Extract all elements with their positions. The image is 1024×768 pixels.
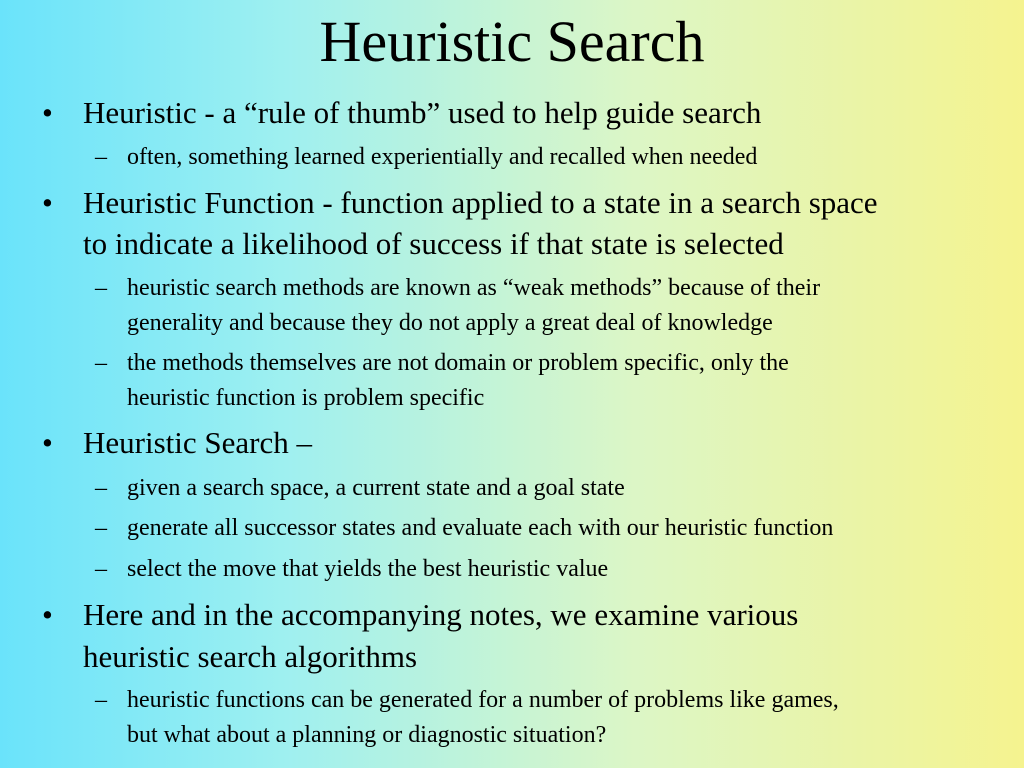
bullet-3-sub-2-line-1: generate all successor states and evaluate each with our heuristic function	[127, 515, 834, 541]
bullet-4-sub-1-line-1: heuristic functions can be generated for a number of problems like games,	[127, 687, 839, 713]
bullet-2-sub-1-line-2: generality and because they do not apply a great deal of knowledge	[127, 310, 773, 336]
bullet-4-line-1: Here and in the accompanying notes, we examine various	[83, 597, 799, 632]
bullet-2-sub-1-line-1: heuristic search methods are known as “weak methods” because of their	[127, 275, 821, 301]
bullet-4-line-2: heuristic search algorithms	[83, 639, 418, 674]
sub-marker: –	[95, 275, 107, 301]
sub-marker: –	[95, 350, 107, 376]
bullet-3-sub-1-line-1: given a search space, a current state and a goal state	[127, 475, 625, 501]
sub-marker: –	[95, 515, 107, 541]
bullet-1-sub-1-line-1: often, something learned experientially and recalled when needed	[127, 144, 758, 170]
bullet-1-line-1: Heuristic - a “rule of thumb” used to help guide search	[83, 95, 762, 130]
bullet-2-sub-2-line-1: the methods themselves are not domain or problem specific, only the	[127, 350, 789, 376]
bullet-marker: •	[42, 185, 53, 220]
bullet-2-line-1: Heuristic Function - function applied to a state in a search space	[83, 185, 878, 220]
bullet-marker: •	[42, 95, 53, 130]
slide-title: Heuristic Search	[319, 9, 705, 74]
bullet-4-sub-1-line-2: but what about a planning or diagnostic situation?	[127, 722, 607, 748]
sub-marker: –	[95, 687, 107, 713]
bullet-2-line-2: to indicate a likelihood of success if that state is selected	[83, 226, 784, 261]
sub-marker: –	[95, 556, 107, 582]
bullet-marker: •	[42, 597, 53, 632]
bullet-2-sub-2-line-2: heuristic function is problem specific	[127, 385, 485, 411]
bullet-3-line-1: Heuristic Search –	[83, 425, 312, 460]
bullet-marker: •	[42, 425, 53, 460]
sub-marker: –	[95, 475, 107, 501]
sub-marker: –	[95, 144, 107, 170]
bullet-3-sub-3-line-1: select the move that yields the best heuristic value	[127, 556, 609, 582]
